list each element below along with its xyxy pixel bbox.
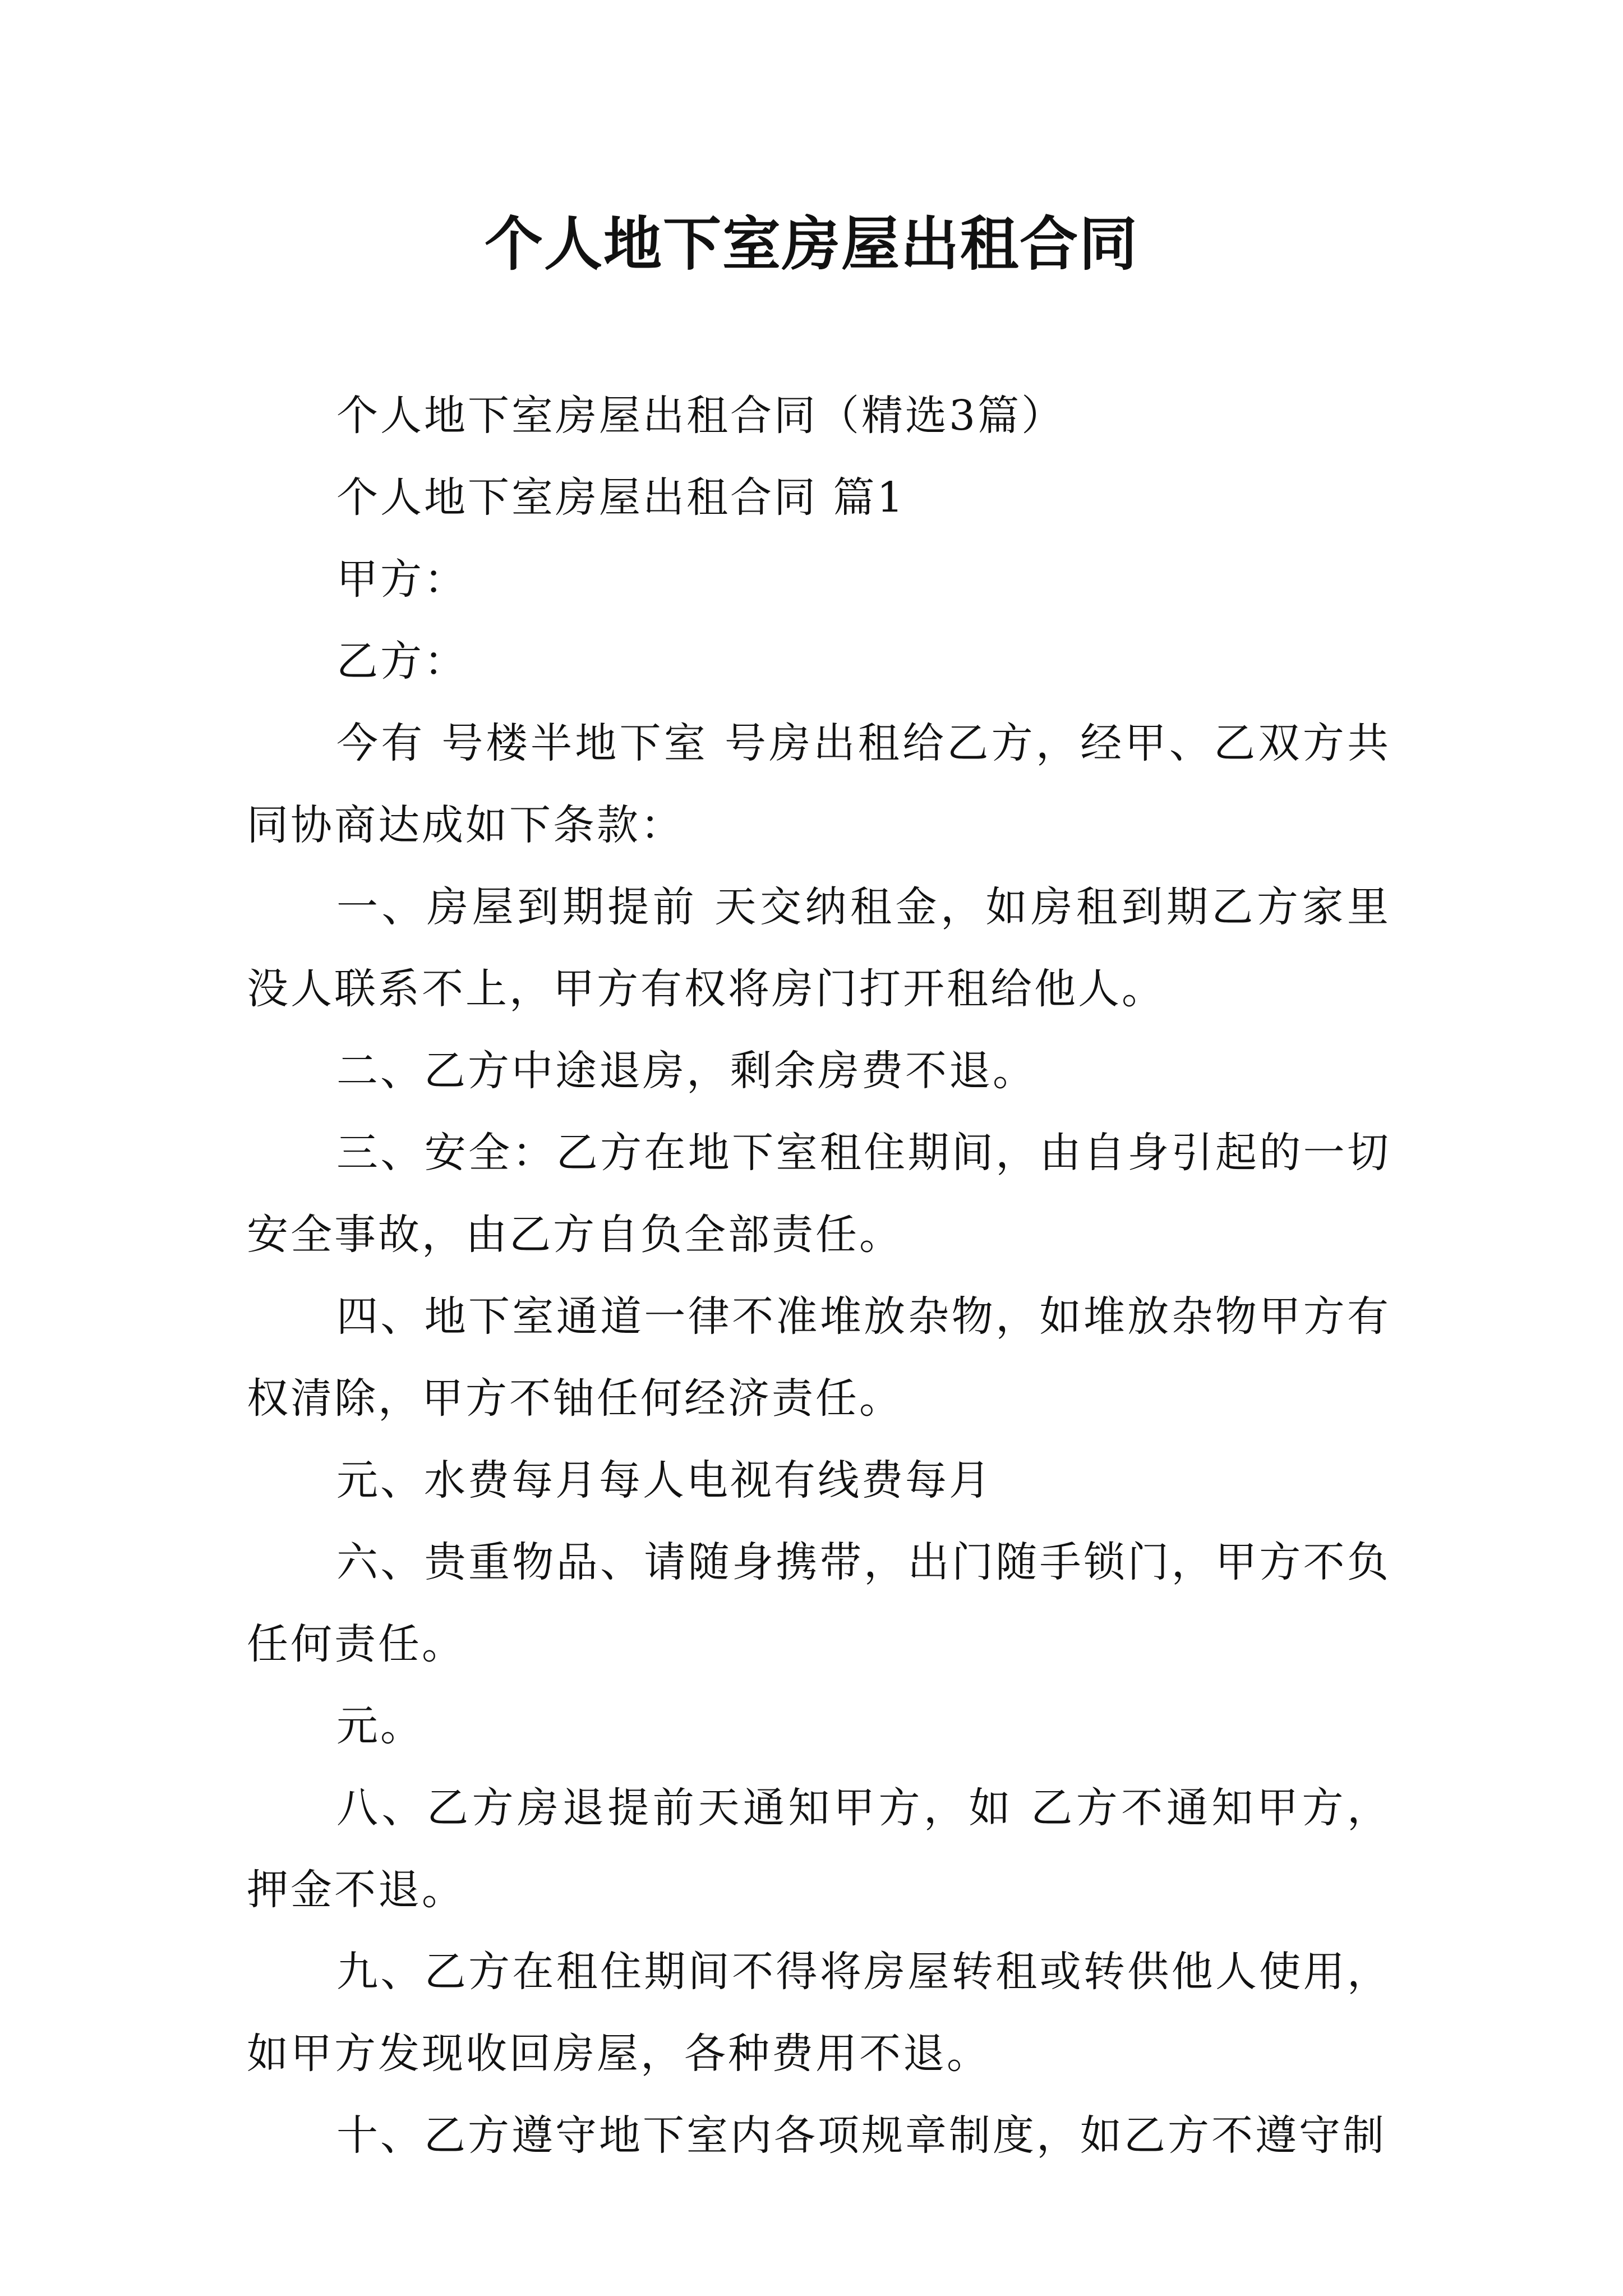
document-body <box>247 375 1391 2177</box>
paragraph-intro: 今有 号楼半地下室 号房出租给乙方，经甲、乙双方共同协商达成如下条款： <box>247 719 1391 849</box>
document-title: 个人地下室房屋出租合同 <box>484 210 1138 278</box>
paragraph-clause-6: 六、贵重物品、请随身携带，出门随手锁门，甲方不负任何责任。 <box>247 1538 1391 1668</box>
paragraph-clause-3: 三、安全：乙方在地下室租住期间，由自身引起的一切安全事故，由乙方自负全部责任。 <box>247 1129 1391 1259</box>
paragraph-party-a: 甲方： <box>336 555 468 604</box>
paragraph-clause-1: 一、房屋到期提前 天交纳租金，如房租到期乙方家里没人联系不上，甲方有权将房门打开租给他人。 <box>247 883 1391 1013</box>
paragraph-section-heading: 个人地下室房屋出租合同 篇1 <box>336 473 906 522</box>
paragraph-clause-5: 元、水费每月每人电视有线费每月 <box>336 1456 993 1504</box>
paragraph-clause-8: 八、乙方房退提前天通知甲方，如 乙方不通知甲方，押金不退。 <box>247 1784 1391 1914</box>
paragraph-clause-2: 二、乙方中途退房，剩余房费不退。 <box>336 1047 1036 1095</box>
paragraph-clause-7: 元。 <box>336 1702 424 1750</box>
paragraph-clause-10: 十、乙方遵守地下室内各项规章制度，如乙方不遵守制 <box>336 2111 1386 2160</box>
paragraph-subtitle: 个人地下室房屋出租合同（精选3篇） <box>336 392 1066 440</box>
paragraph-clause-4: 四、地下室通道一律不准堆放杂物，如堆放杂物甲方有权清除，甲方不铀任何经济责任。 <box>247 1292 1391 1423</box>
paragraph-clause-9: 九、乙方在租住期间不得将房屋转租或转供他人使用，如甲方发现收回房屋，各种费用不退。 <box>247 1948 1391 2078</box>
paragraph-party-b: 乙方： <box>336 637 468 685</box>
